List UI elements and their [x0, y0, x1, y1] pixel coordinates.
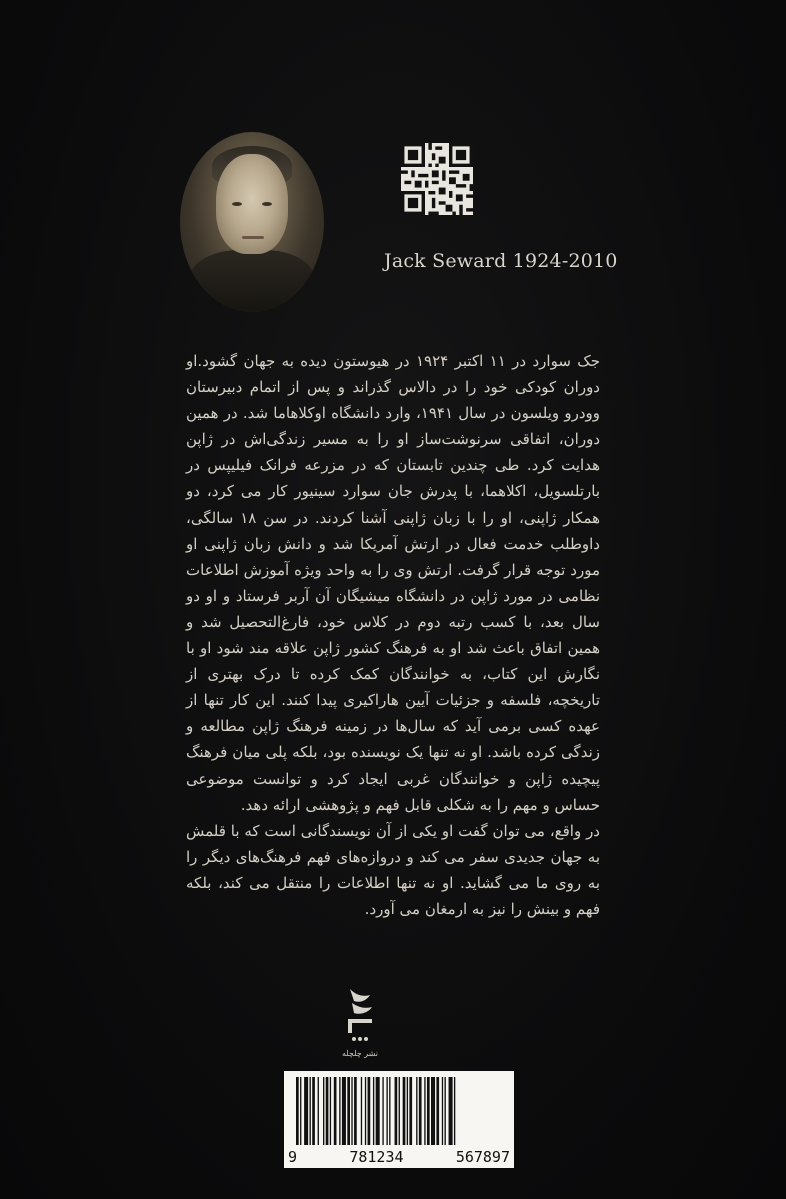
portrait-mouth	[242, 236, 264, 239]
barcode	[284, 1071, 514, 1168]
portrait-face	[216, 154, 288, 254]
portrait-suit	[190, 250, 314, 312]
author-caption: Jack Seward 1924-2010	[384, 250, 618, 272]
bio-paragraph: جک سوارد در ۱۱ اکتبر ۱۹۲۴ در هیوستون دیده به جهان گشود.او دوران کودکی خود را در دالاس گذراند و پس از اتمام دبیرستان وودرو ویلسون در سال ۱۹۴۱، وارد دانشگاه اوکلاهاما شد. در همین دوران، اتفاقی سرنوشت‌ساز او را به مسیر زندگی‌اش در ژاپن هدایت کرد. طی چندین تابستان که در مزرعه فرانک فیلیپس در بارتلسویل، اکلاهما، با پدرش جان سوارد سینیور کار می کرد، دو همکار ژاپنی، او را با زبان ژاپنی آشنا کردند. در سن ۱۸ سالگی، داوطلب خدمت فعال در ارتش آمریکا شد و دانش زبان ژاپنی او مورد توجه قرار گرفت. ارتش وی را به واحد ویژه آموزش اطلاعات نظامی در مورد ژاپن در دانشگاه میشیگان آن آربر فرستاد و او دو سال بعد، با کسب رتبه دوم در کلاس خود، فارغ‌التحصیل شد و همین اتفاق باعث شد او به فرهنگ کشور ژاپن علاقه مند شود او با نگارش این کتاب، به خوانندگان کمک کرده تا درک بهتری از تاریخچه، فلسفه و جزئیات آیین هاراکیری پیدا کنند. این کار تنها از عهده کسی برمی آید که سال‌ها در زمینه فرهنگ ژاپن مطالعه و زندگی کرده باشد. او نه تنها یک نویسنده بود، بلکه پلی میان فرهنگ پیچیده ژاپن و خوانندگان غربی ایجاد کرد و توانست موضوعی حساس و مهم را به شکلی قابل فهم و پژوهشی ارائه دهد.	[186, 352, 601, 814]
isbn-number	[288, 1148, 510, 1166]
author-biography	[186, 348, 600, 922]
isbn-digit-group: 781234	[349, 1148, 404, 1166]
publisher-name: نشر چلچله	[341, 1049, 378, 1058]
isbn-digit-group: 567897	[455, 1148, 510, 1166]
portrait-eye-left	[232, 202, 242, 206]
author-portrait	[180, 132, 324, 312]
barcode-bars	[294, 1077, 504, 1147]
isbn-digit-group: 9	[288, 1148, 298, 1166]
publisher-logo-icon	[340, 985, 380, 1045]
bio-paragraph: در واقع، می توان گفت او یکی از آن نویسندگانی است که با قلمش به جهان جدیدی سفر می کند و دروازه‌های فهم فرهنگ‌های دیگر را به روی ما می گشاید. او نه تنها اطلاعات را منتقل می کند، بلکه فهم و بینش را نیز به ارمغان می آورد.	[186, 821, 600, 918]
portrait-eye-right	[262, 202, 272, 206]
qr-code-icon	[401, 143, 473, 215]
